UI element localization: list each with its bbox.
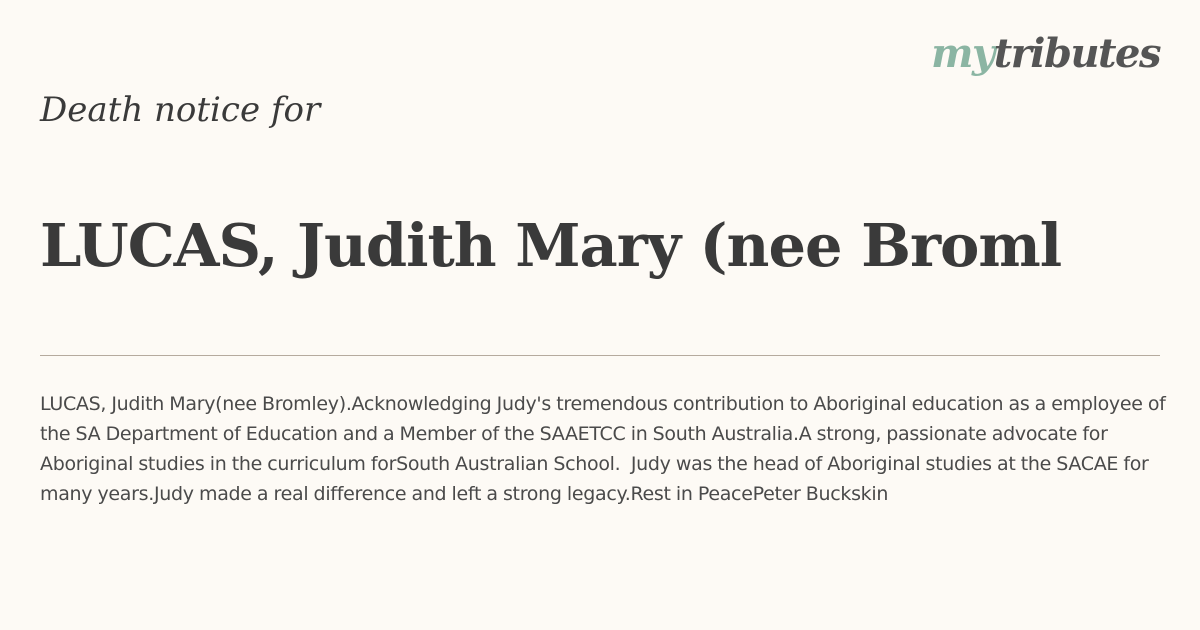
deceased-name: LUCAS, Judith Mary (nee Broml [40, 211, 1062, 280]
divider [40, 355, 1160, 356]
notice-subtitle: Death notice for [40, 90, 321, 130]
mytributes-logo[interactable] [931, 30, 1160, 77]
logo-tributes: tributes [993, 30, 1160, 77]
logo-my: my [931, 30, 994, 77]
notice-body-text: LUCAS, Judith Mary(nee Bromley).Acknowledging Judy's tremendous contribution to Aboriginal education as a employee of the SA Department of Education and a Member of the SAAETCC in South Australia.A strong, passionate advocate for Aboriginal studies in the curriculum forSouth Australian School. Judy was the head of Aboriginal studies at the SACAE for many years.Judy made a real difference and left a strong legacy.Rest in PeacePeter Buckskin [40, 393, 1171, 505]
